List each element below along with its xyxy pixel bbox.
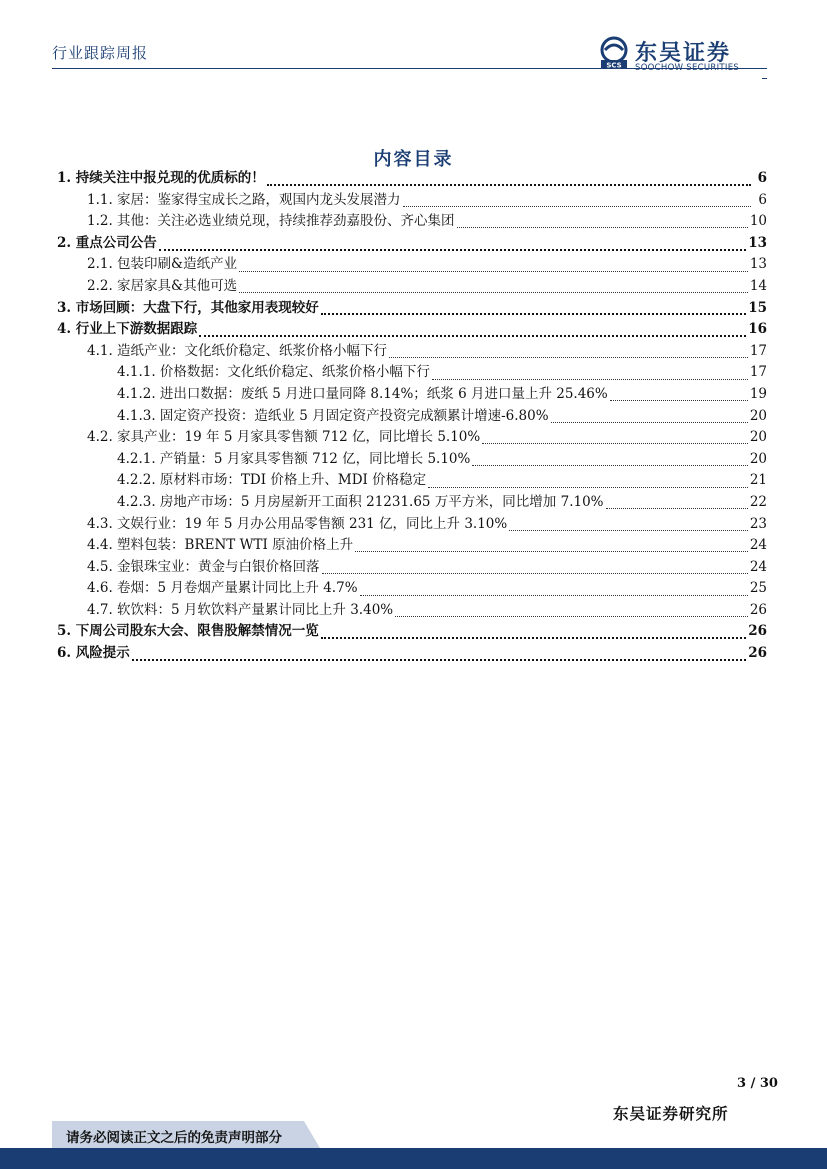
- toc-entry-label: 6. 风险提示: [57, 645, 130, 662]
- toc-entry[interactable]: [57, 168, 767, 190]
- toc-entry-label: 4.2.1. 产销量：5 月家具零售额 712 亿，同比增长 5.10%: [117, 450, 471, 467]
- toc-entry-label: 4.7. 软饮料：5 月软饮料产量累计同比上升 3.40%: [87, 601, 394, 618]
- disclaimer-text: 请务必阅读正文之后的免责声明部分: [66, 1130, 282, 1146]
- toc-entry-page: 21: [749, 472, 767, 489]
- toc-entry-label: 2. 重点公司公告: [57, 234, 157, 251]
- toc-entry[interactable]: [57, 233, 767, 255]
- toc-entry-label: 4.2.2. 原材料市场：TDI 价格上升、MDI 价格稳定: [117, 472, 427, 489]
- toc-entry[interactable]: [57, 427, 767, 449]
- toc-entry[interactable]: [57, 578, 767, 600]
- toc-leader-dots: [132, 645, 746, 661]
- toc-leader-dots: [199, 321, 746, 337]
- toc-entry[interactable]: [57, 319, 767, 341]
- toc-entry[interactable]: [57, 600, 767, 622]
- toc-entry-label: 1.2. 其他：关注必选业绩兑现，持续推荐劲嘉股份、齐心集团: [87, 213, 455, 230]
- toc-entry-page: 22: [749, 493, 767, 510]
- toc-entry[interactable]: [57, 470, 767, 492]
- toc-entry[interactable]: [57, 492, 767, 514]
- toc-entry-label: 3. 市场回顾：大盘下行，其他家用表现较好: [57, 299, 319, 316]
- toc-entry[interactable]: [57, 535, 767, 557]
- toc-entry[interactable]: [57, 514, 767, 536]
- toc-leader-dots: [355, 537, 748, 552]
- toc-leader-dots: [322, 559, 748, 574]
- toc-entry-page: 16: [748, 321, 767, 338]
- table-of-contents: [57, 168, 767, 665]
- toc-entry[interactable]: [57, 341, 767, 363]
- toc-entry[interactable]: [57, 276, 767, 298]
- toc-title: 内容目录: [373, 149, 454, 170]
- toc-leader-dots: [321, 299, 746, 315]
- toc-entry[interactable]: [57, 557, 767, 579]
- toc-entry-page: 6: [757, 170, 767, 186]
- toc-leader-dots: [389, 343, 748, 358]
- toc-entry-page: 17: [749, 342, 767, 359]
- toc-entry-page: 14: [749, 277, 767, 294]
- toc-entry-page: 13: [748, 234, 767, 251]
- toc-entry-page: 24: [749, 558, 767, 575]
- toc-entry[interactable]: [57, 190, 767, 212]
- toc-entry-label: 4.5. 金银珠宝业：黄金与白银价格回落: [87, 558, 320, 575]
- toc-entry-page: 17: [749, 364, 767, 381]
- toc-entry-label: 4.1.3. 固定资产投资：造纸业 5 月固定资产投资完成额累计增速-6.80%: [117, 407, 549, 424]
- toc-entry[interactable]: [57, 298, 767, 320]
- toc-entry-page: 20: [749, 450, 767, 467]
- toc-entry[interactable]: [57, 384, 767, 406]
- company-logo: [597, 36, 769, 76]
- toc-leader-dots: [403, 192, 751, 207]
- toc-leader-dots: [432, 365, 748, 380]
- toc-entry-label: 1.1. 家居：鉴家得宝成长之路，观国内龙头发展潜力: [87, 191, 401, 208]
- toc-leader-dots: [159, 235, 746, 251]
- toc-entry-page: 10: [749, 213, 767, 230]
- toc-entry-label: 4.2.3. 房地产市场：5 月房屋新开工面积 21231.65 万平方米，同比增加 7.10%: [117, 493, 604, 510]
- toc-entry-page: 13: [749, 256, 767, 273]
- toc-leader-dots: [321, 623, 746, 639]
- toc-leader-dots: [606, 494, 748, 509]
- toc-leader-dots: [472, 451, 747, 466]
- toc-leader-dots: [482, 429, 748, 444]
- toc-entry-label: 5. 下周公司股东大会、限售股解禁情况一览: [57, 623, 319, 640]
- toc-entry-label: 4.3. 文娱行业：19 年 5 月办公用品零售额 231 亿，同比上升 3.10%: [87, 515, 508, 532]
- toc-entry[interactable]: [57, 621, 767, 643]
- toc-entry[interactable]: [57, 362, 767, 384]
- page-number: 3 / 30: [737, 1076, 778, 1091]
- toc-entry-page: 26: [748, 623, 767, 640]
- toc-leader-dots: [610, 386, 748, 401]
- toc-leader-dots: [239, 257, 748, 272]
- toc-entry-label: 4.1. 造纸产业：文化纸价稳定、纸浆价格小幅下行: [87, 342, 388, 359]
- toc-entry-label: 4.1.2. 进出口数据：废纸 5 月进口量同降 8.14%；纸浆 6 月进口量上升 25.46%: [117, 385, 608, 402]
- logo-mark-text: SCS: [606, 61, 622, 70]
- toc-entry-page: 20: [749, 429, 767, 446]
- toc-entry-label: 4.2. 家具产业：19 年 5 月家具零售额 712 亿，同比增长 5.10%: [87, 429, 481, 446]
- toc-entry-page: 20: [749, 407, 767, 424]
- toc-entry-page: 25: [749, 580, 767, 597]
- toc-leader-dots: [395, 602, 748, 617]
- toc-entry-page: 26: [749, 601, 767, 618]
- toc-entry-page: 6: [758, 191, 767, 208]
- header-tick-mark: [762, 78, 767, 79]
- toc-entry-label: 1. 持续关注中报兑现的优质标的！: [57, 170, 265, 186]
- toc-entry-label: 4.6. 卷烟：5 月卷烟产量累计同比上升 4.7%: [87, 580, 358, 597]
- footer-band: [0, 1148, 827, 1169]
- toc-entry-page: 24: [749, 537, 767, 554]
- scs-logo-icon: [597, 36, 631, 70]
- toc-leader-dots: [509, 516, 748, 531]
- toc-entry[interactable]: [57, 406, 767, 428]
- toc-entry[interactable]: [57, 643, 767, 665]
- toc-leader-dots: [457, 213, 748, 228]
- toc-leader-dots: [551, 408, 748, 423]
- research-institute: 东吴证券研究所: [613, 1104, 729, 1123]
- toc-leader-dots: [428, 473, 748, 488]
- logo-english-name: SOOCHOW SECURITIES: [635, 63, 740, 73]
- toc-leader-dots: [239, 278, 748, 293]
- toc-leader-dots: [267, 170, 751, 186]
- toc-entry[interactable]: [57, 449, 767, 471]
- toc-entry-label: 2.1. 包装印刷&造纸产业: [87, 256, 238, 273]
- toc-entry-label: 4.1.1. 价格数据：文化纸价稳定、纸浆价格小幅下行: [117, 364, 430, 381]
- toc-entry-page: 15: [748, 299, 767, 316]
- logo-chinese-name: 东吴证券: [635, 41, 732, 66]
- toc-leader-dots: [360, 581, 748, 596]
- toc-entry-page: 26: [748, 645, 767, 662]
- toc-entry-label: 4.4. 塑料包装：BRENT WTI 原油价格上升: [87, 537, 354, 554]
- toc-entry-page: 19: [749, 385, 767, 402]
- toc-entry-label: 2.2. 家居家具&其他可选: [87, 277, 238, 294]
- toc-entry-label: 4. 行业上下游数据跟踪: [57, 321, 198, 338]
- toc-entry[interactable]: [57, 254, 767, 276]
- toc-entry-page: 23: [749, 515, 767, 532]
- toc-entry[interactable]: [57, 211, 767, 233]
- report-type: 行业跟踪周报: [52, 44, 149, 62]
